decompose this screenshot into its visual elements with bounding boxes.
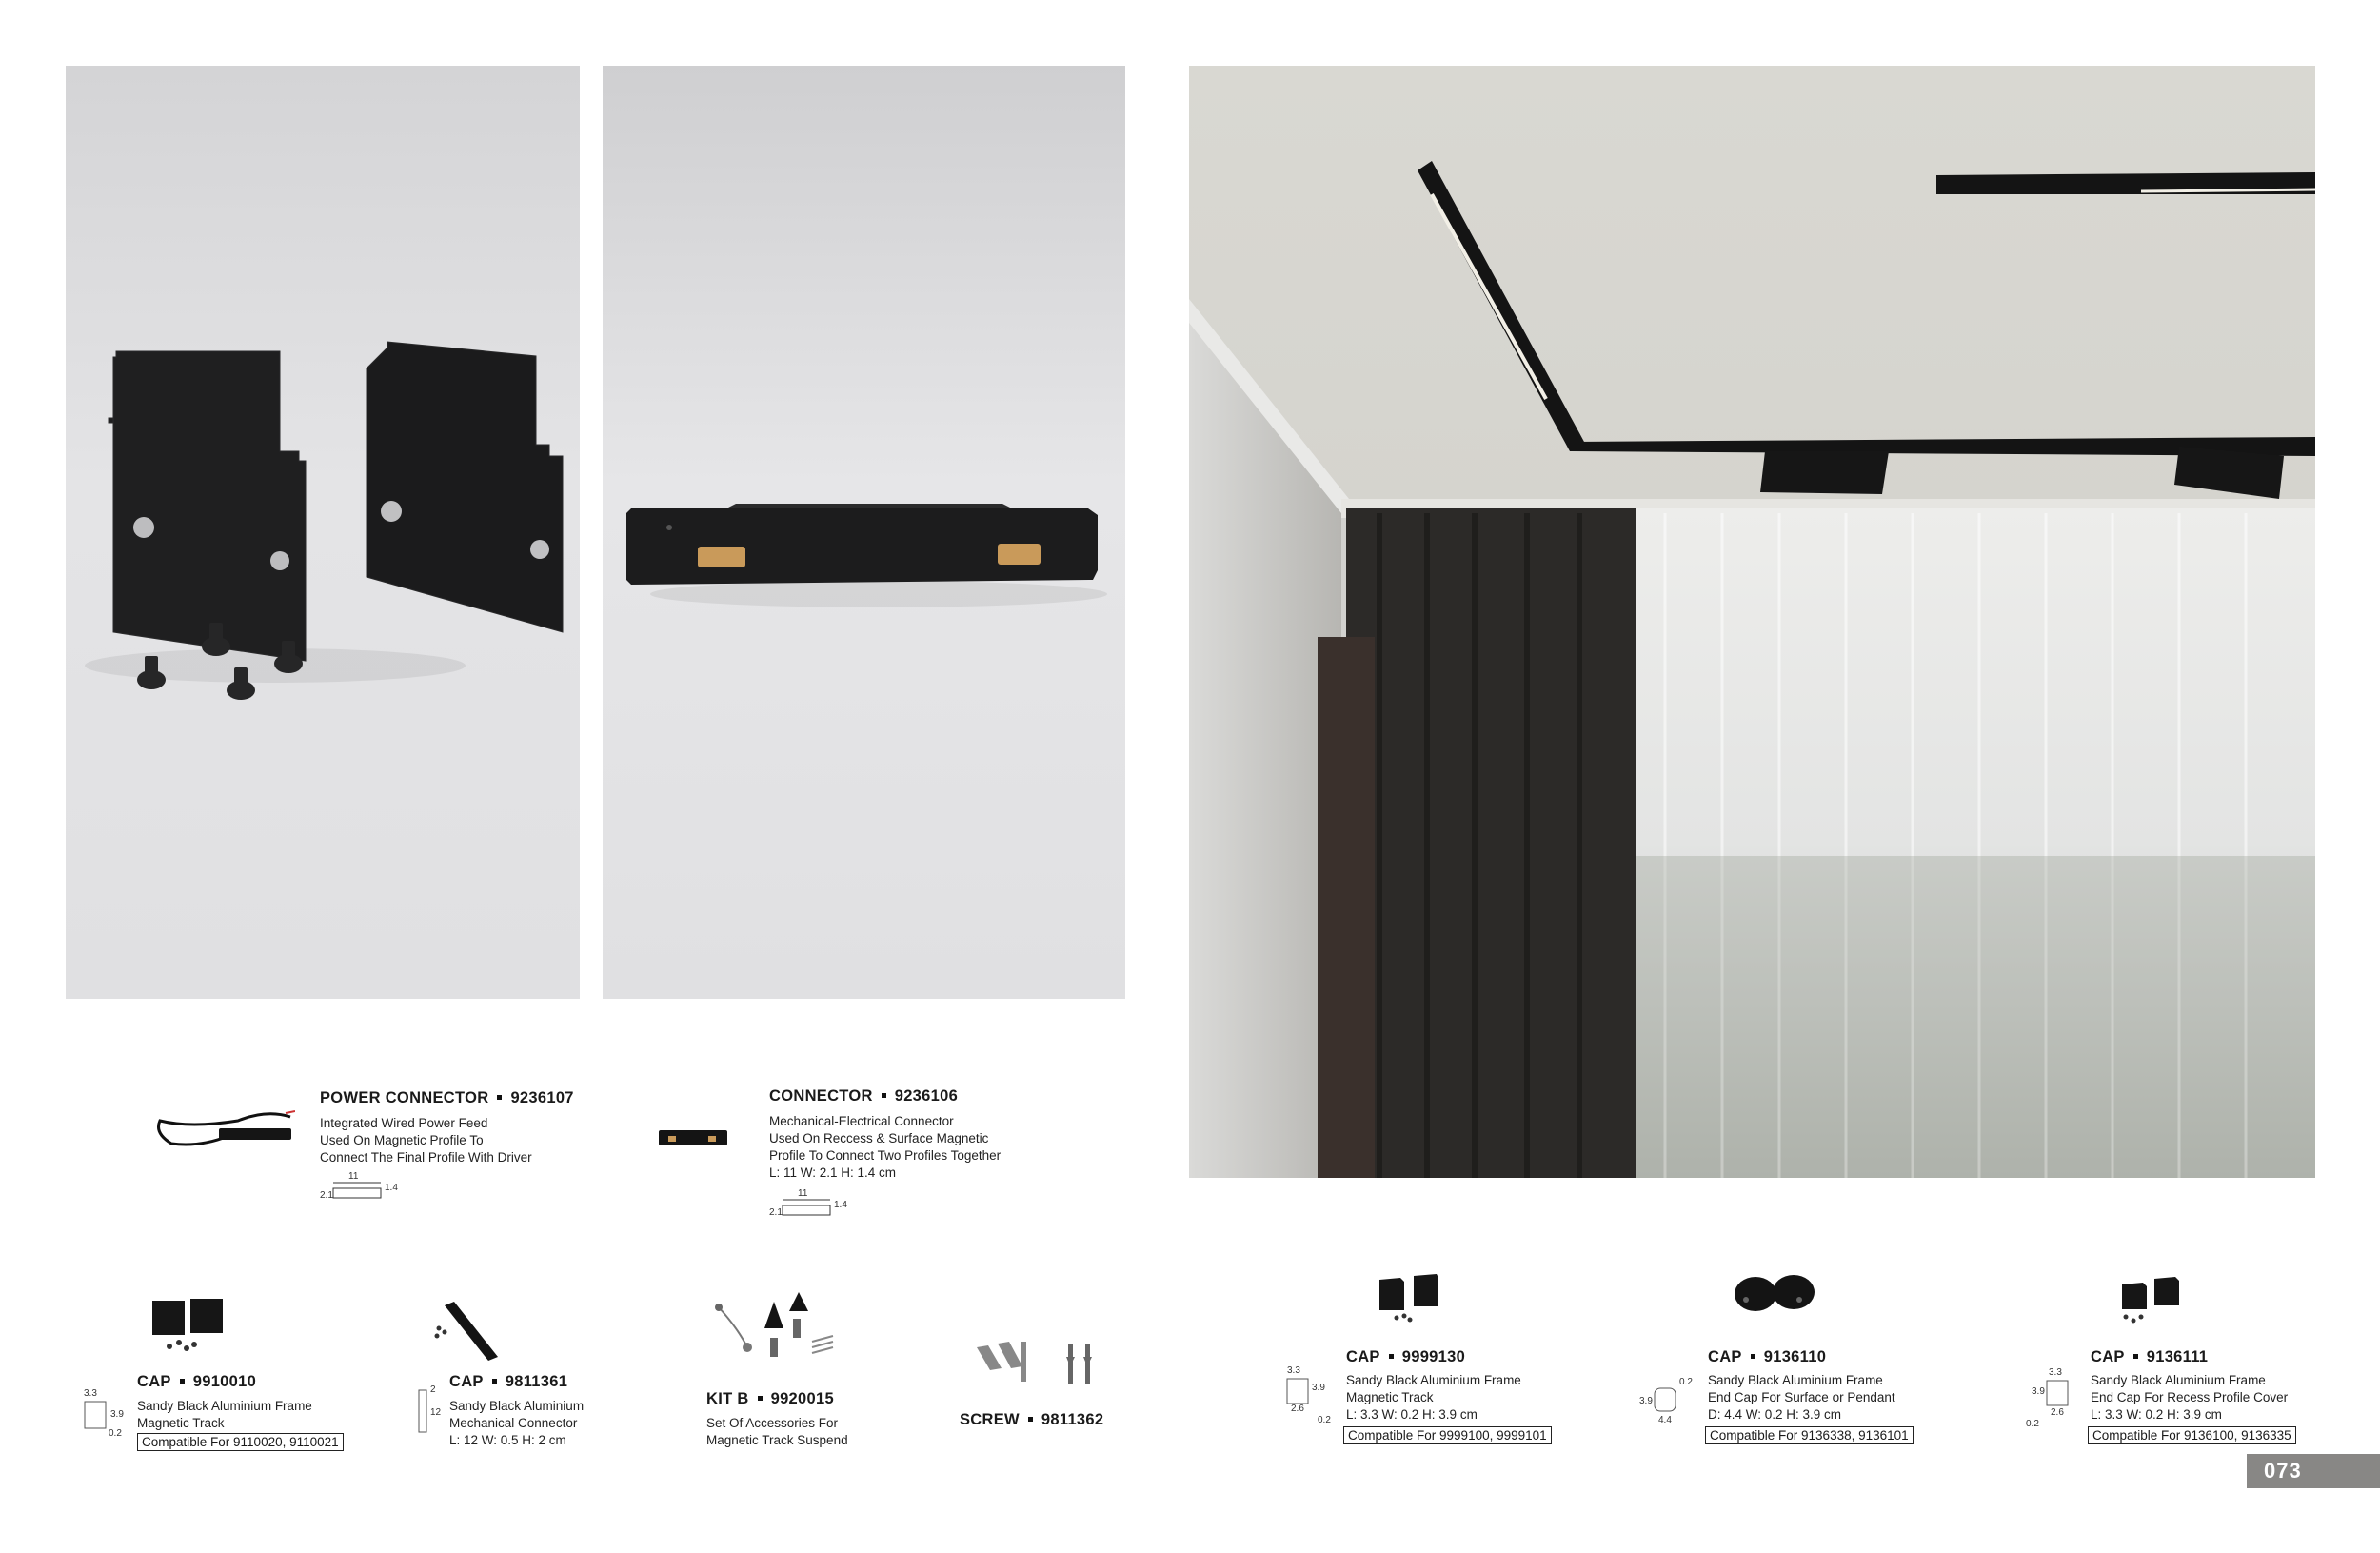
cap-9910010-description: Sandy Black Aluminium Frame Magnetic Track [137,1399,312,1430]
cap-9999130-title: CAP 9999130 [1346,1348,1466,1365]
photo-connector [603,66,1125,999]
power-connector-dimension-drawing: 11 2.1 1.4 [320,1171,398,1201]
connector-description: Mechanical-Electrical Connector Used On Reccess & Surface Magnetic Profile To Connect Two Profiles Together L: 11 W: 2.1 H: 1.4 cm [769,1114,1002,1180]
connector-dimension-drawing: 11 2.1 1.4 [769,1188,847,1218]
photo-end-caps [66,66,580,999]
cap-9136110-title: CAP 9136110 [1708,1348,1827,1365]
cap-9910010-title: CAP 9910010 [137,1373,257,1390]
cap-9999130-thumbnail [1376,1268,1461,1328]
kit-b-thumbnail [709,1290,843,1371]
cap-9910010-dimension-drawing: 3.3 3.9 0.2 [84,1388,124,1439]
power-connector-description: Integrated Wired Power Feed Used On Magnetic Profile To Connect The Final Profile With Driver [320,1116,532,1165]
cap-9910010-compatibility: Compatible For 9110020, 9110021 [137,1433,344,1451]
cap-9136111-dimension-drawing: 3.3 3.9 2.6 0.2 [2026,1367,2085,1430]
kit-b-description: Set Of Accessories For Magnetic Track Suspend [706,1416,848,1447]
cap-9136110-compatibility: Compatible For 9136338, 9136101 [1705,1426,1914,1444]
cap-9811361-dimension-drawing: 2 12 [415,1383,447,1440]
screw-title: SCREW 9811362 [960,1411,1104,1428]
photo-interior [1189,66,2315,1178]
cap-9136111-description: Sandy Black Aluminium Frame End Cap For Recess Profile Cover L: 3.3 W: 0.2 H: 3.9 cm [2091,1373,2289,1422]
interior-scene [1189,66,2315,1178]
cap-9811361-title: CAP 9811361 [449,1373,568,1390]
cap-9136111-compatibility: Compatible For 9136100, 9136335 [2088,1426,2296,1444]
connector-title: CONNECTOR 9236106 [769,1087,959,1105]
connector-thumbnail [657,1127,728,1153]
cap-9811361-description: Sandy Black Aluminium Mechanical Connector L: 12 W: 0.5 H: 2 cm [449,1399,585,1447]
power-connector-title: POWER CONNECTOR 9236107 [320,1089,574,1106]
cap-9136111-title: CAP 9136111 [2091,1348,2209,1365]
cap-9999130-dimension-drawing: 3.3 3.9 2.6 0.2 [1287,1365,1331,1425]
cap-9999130-compatibility: Compatible For 9999100, 9999101 [1343,1426,1552,1444]
cap-9999130-description: Sandy Black Aluminium Frame Magnetic Track L: 3.3 W: 0.2 H: 3.9 cm [1346,1373,1521,1422]
cap-9136110-dimension-drawing: 3.9 0.2 4.4 [1639,1377,1693,1425]
cap-9136111-thumbnail [2118,1271,2194,1329]
cap-9136110-description: Sandy Black Aluminium Frame End Cap For Surface or Pendant D: 4.4 W: 0.2 H: 3.9 cm [1708,1373,1895,1422]
cap-9811361-thumbnail [433,1300,509,1371]
connector-illustration [603,66,1125,999]
power-connector-thumbnail [152,1100,295,1162]
end-caps-illustration [66,66,580,999]
kit-b-title: KIT B 9920015 [706,1390,834,1407]
cap-9910010-thumbnail [150,1297,236,1359]
page-number: 073 [2247,1454,2380,1488]
cap-9136110-thumbnail [1733,1271,1828,1324]
screw-thumbnail [971,1338,1104,1400]
